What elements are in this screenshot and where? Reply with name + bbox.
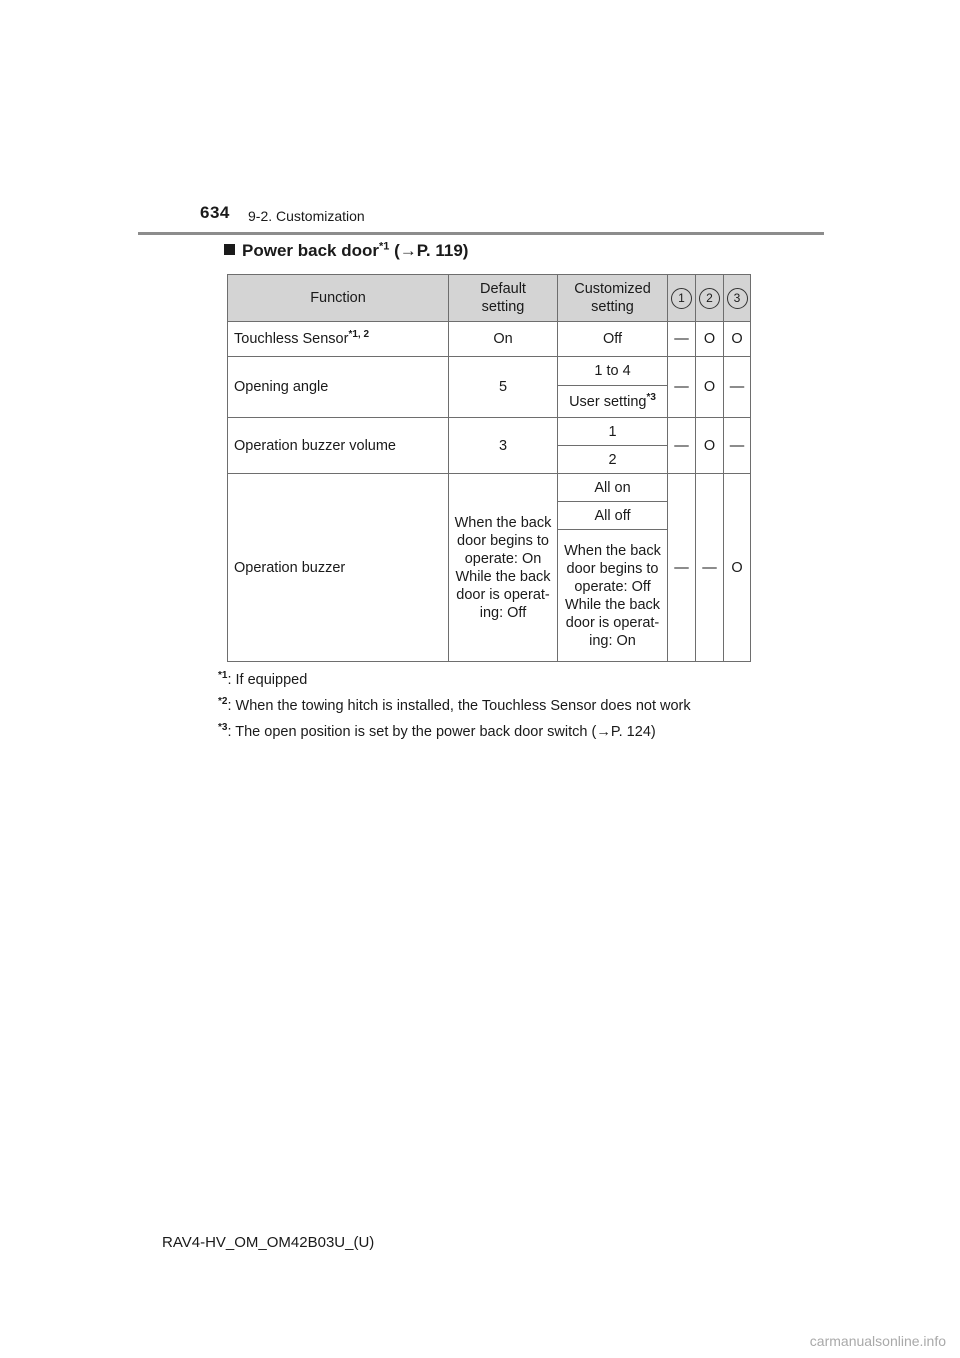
custom-cell: When the back door begins to operate: Off While the back door is operat-ing: On — [558, 530, 668, 662]
header-default: Default setting — [449, 275, 558, 322]
col3-cell: — — [724, 418, 751, 474]
col2-cell: — — [696, 474, 724, 662]
footnote: $^{*3}$: The open position is set by the power back door switch (→P. 124) — [218, 722, 656, 740]
col2-cell: O — [696, 322, 724, 357]
function-cell: Operation buzzer volume — [228, 418, 449, 474]
header-rule — [138, 232, 824, 235]
header-col-2 — [696, 275, 724, 322]
custom-cell: 1 to 4 — [558, 357, 668, 386]
document-id: RAV4-HV_OM_OM42B03U_(U) — [162, 1234, 375, 1251]
default-cell: When the back door begins to operate: On While the back door is operat-ing: Off — [449, 474, 558, 662]
custom-cell: All off — [558, 502, 668, 530]
function-cell: Opening angle — [228, 357, 449, 418]
circle-2-icon: 2 — [699, 288, 720, 309]
col1-cell: — — [668, 357, 696, 418]
square-bullet-icon — [224, 244, 235, 255]
section-title: 9-2. Customization — [248, 208, 365, 224]
col1-cell: — — [668, 322, 696, 357]
circle-1-icon: 1 — [671, 288, 692, 309]
col2-cell: O — [696, 357, 724, 418]
table-row — [228, 322, 751, 357]
footnote: $^{*2}$: When the towing hitch is installed, the Touchless Sensor does not work — [218, 696, 691, 714]
header-col-3 — [724, 275, 751, 322]
col3-cell: O — [724, 322, 751, 357]
col1-cell: — — [668, 474, 696, 662]
custom-cell: 1 — [558, 418, 668, 446]
header-function: Function — [228, 275, 449, 322]
header-col-1 — [668, 275, 696, 322]
custom-cell: User setting$^{*3}$ — [558, 386, 668, 418]
header-customized: Customized setting — [558, 275, 668, 322]
function-cell: Touchless Sensor$^{*1, 2}$ — [228, 322, 449, 357]
col3-cell: — — [724, 357, 751, 418]
default-cell: On — [449, 322, 558, 357]
table-row — [228, 418, 751, 446]
custom-cell: 2 — [558, 446, 668, 474]
footnote: $^{*1}$: If equipped — [218, 670, 308, 688]
customization-table — [227, 274, 751, 662]
watermark: carmanualsonline.info — [809, 1333, 946, 1349]
page-number: 634 — [200, 203, 230, 222]
custom-cell: All on — [558, 474, 668, 502]
heading-text: Power back door — [242, 241, 379, 260]
default-cell: 3 — [449, 418, 558, 474]
table-row — [228, 474, 751, 502]
custom-cell: Off — [558, 322, 668, 357]
default-cell: 5 — [449, 357, 558, 418]
table-header-row — [228, 275, 751, 322]
circle-3-icon: 3 — [727, 288, 748, 309]
col1-cell: — — [668, 418, 696, 474]
heading-page-ref: (→P. 119) — [394, 241, 469, 260]
col2-cell: O — [696, 418, 724, 474]
function-cell: Operation buzzer — [228, 474, 449, 662]
heading-note-ref: *1 — [378, 240, 390, 253]
col3-cell: O — [724, 474, 751, 662]
section-heading — [224, 241, 468, 261]
table-row — [228, 357, 751, 386]
